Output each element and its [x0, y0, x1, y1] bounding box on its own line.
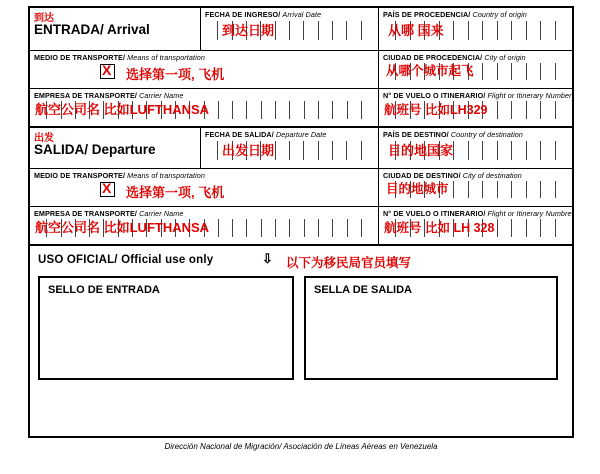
arrival-country-value: 从哪 国来: [388, 23, 444, 38]
arrival-city-input[interactable]: [382, 63, 569, 80]
arrival-flight-input[interactable]: [382, 101, 569, 119]
departure-date-input[interactable]: [204, 141, 375, 160]
stamp-exit-label: SELLA DE SALIDA: [314, 284, 412, 296]
departure-row-2: [30, 168, 572, 206]
departure-date-label: FECHA DE SALIDA/ Departure Date: [205, 130, 327, 139]
official-use-header: [30, 244, 572, 272]
stamp-entry-label: SELLO DE ENTRADA: [48, 284, 160, 296]
arrival-city-label: CIUDAD DE PROCEDENCIA/ City of origin: [383, 53, 526, 62]
arrival-row-1: [30, 8, 572, 50]
departure-country-value: 目的地国家: [388, 143, 454, 158]
arrival-transport-checkbox[interactable]: [100, 64, 115, 79]
departure-date-cell: [200, 128, 378, 168]
arrival-date-value: 到达日期: [222, 23, 275, 38]
departure-checkbox-mark: X: [102, 180, 112, 196]
arrival-carrier-label: EMPRESA DE TRANSPORTE/ Carrier Name: [34, 91, 184, 100]
departure-carrier-value: 航空公司名 比如LUFTHANSA: [35, 220, 210, 235]
arrival-carrier-value: 航空公司名 比如LUFTHANSA: [35, 102, 210, 117]
arrival-title-cell: [30, 8, 200, 50]
stamp-entry-box[interactable]: [38, 276, 294, 380]
departure-flight-input[interactable]: [382, 219, 569, 237]
form-outer-border: [28, 6, 574, 438]
arrival-flight-label: N° DE VUELO O ITINERARIO/ Flight or Itinerary Number: [383, 91, 572, 100]
departure-flight-label: N° DE VUELO O ITINERARIO/ Flight or Itinerary Numbre: [383, 209, 572, 218]
arrival-title: ENTRADA/ Arrival: [34, 22, 150, 37]
departure-city-label: CIUDAD DE DESTINO/ City of destination: [383, 171, 522, 180]
arrival-carrier-input[interactable]: [33, 101, 375, 119]
arrival-checkbox-mark: X: [102, 62, 112, 78]
departure-country-cell: [378, 128, 572, 168]
departure-title: SALIDA/ Departure: [34, 142, 156, 157]
departure-country-label: PAÍS DE DESTINO/ Country of destination: [383, 130, 523, 139]
down-arrow-icon: ⇩: [262, 251, 273, 266]
arrival-city-value: 从哪个城市起飞: [386, 64, 474, 78]
arrival-date-label: FECHA DE INGRESO/ Arrival Date: [205, 10, 322, 19]
arrival-date-input[interactable]: [204, 21, 375, 40]
arrival-row-3: [30, 88, 572, 126]
stamp-gap: [294, 276, 304, 382]
official-use-title-cell: [30, 246, 572, 272]
arrival-row-2: [30, 50, 572, 88]
departure-transport-label: MEDIO DE TRANSPORTE/ Means of transportation: [34, 171, 205, 180]
stamp-row: [30, 272, 572, 382]
departure-cn-tag: 出发: [34, 133, 54, 144]
departure-city-value: 目的地城市: [386, 182, 449, 196]
arrival-country-label: PAÍS DE PROCEDENCIA/ Country of origin: [383, 10, 527, 19]
immigration-form: [28, 6, 574, 462]
arrival-transport-label: MEDIO DE TRANSPORTE/ Means of transportation: [34, 53, 205, 62]
departure-carrier-input[interactable]: [33, 219, 375, 237]
departure-carrier-label: EMPRESA DE TRANSPORTE/ Carrier Name: [34, 209, 184, 218]
departure-date-value: 出发日期: [222, 143, 275, 158]
departure-city-input[interactable]: [382, 181, 569, 198]
departure-carrier-cell: [30, 207, 378, 244]
departure-flight-cell: [378, 207, 572, 244]
departure-city-cell: [378, 169, 572, 206]
form-footer: Dirección Nacional de Migración/ Asociación de Líneas Aéreas en Venezuela: [164, 442, 438, 451]
departure-transport-checkbox[interactable]: [100, 182, 115, 197]
arrival-country-input[interactable]: [382, 21, 569, 40]
arrival-carrier-cell: [30, 89, 378, 126]
departure-row-3: [30, 206, 572, 244]
arrival-country-cell: [378, 8, 572, 50]
stamp-exit-box[interactable]: [304, 276, 558, 380]
official-use-title: USO OFICIAL/ Official use only: [38, 254, 214, 266]
arrival-cn-tag: 到达: [34, 13, 54, 24]
departure-transport-value: 选择第一项, 飞机: [126, 185, 225, 200]
arrival-city-cell: [378, 51, 572, 88]
official-use-note: 以下为移民局官员填写: [286, 256, 412, 270]
departure-country-input[interactable]: [382, 141, 569, 160]
arrival-flight-cell: [378, 89, 572, 126]
arrival-transport-value: 选择第一项, 飞机: [126, 67, 225, 82]
departure-flight-value: 航班号 比如 LH 328: [384, 221, 495, 235]
arrival-transport-cell: [30, 51, 378, 88]
departure-row-1: [30, 126, 572, 168]
arrival-date-cell: [200, 8, 378, 50]
departure-transport-cell: [30, 169, 378, 206]
departure-title-cell: [30, 128, 200, 168]
arrival-flight-value: 航班号 比如LH329: [384, 103, 488, 117]
